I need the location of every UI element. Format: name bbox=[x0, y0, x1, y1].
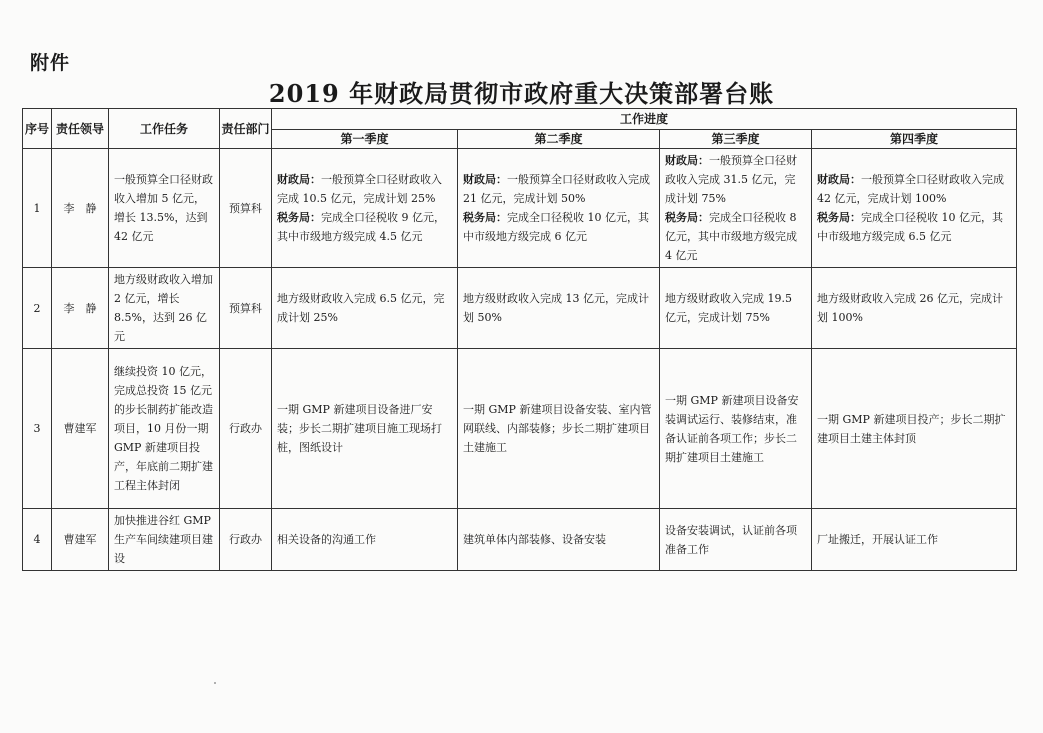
org-label: 税务局： bbox=[817, 211, 861, 224]
ledger-table bbox=[22, 108, 1017, 571]
row-q1: 相关设备的沟通工作 bbox=[272, 509, 458, 571]
row-q2: 地方级财政收入完成 13 亿元，完成计划 50% bbox=[458, 268, 660, 349]
header-q2: 第二季度 bbox=[458, 130, 660, 149]
progress-text: 一般预算全口径财政收入完成 42 亿元，完成计划 100% bbox=[817, 173, 1004, 205]
row-task: 继续投资 10 亿元，完成总投资 15 亿元的步长制药扩能改造项目，10 月份一期 GMP 新建项目投产，年底前二期扩建工程主体封闭 bbox=[109, 349, 220, 509]
progress-text: 完成全口径税收 9 亿元，其中市级地方级完成 4.5 亿元 bbox=[277, 211, 445, 243]
org-label: 财政局： bbox=[463, 173, 507, 186]
row-q2: 一期 GMP 新建项目设备安装、室内管网联线、内部装修；步长二期扩建项目土建施工 bbox=[458, 349, 660, 509]
attachment-label: 附件 bbox=[30, 52, 71, 74]
org-label: 财政局： bbox=[665, 154, 709, 167]
progress-text: 完成全口径税收 10 亿元，其中市级地方级完成 6 亿元 bbox=[463, 211, 649, 243]
page-title: 2019 年财政局贯彻市政府重大决策部署台账 bbox=[268, 79, 775, 108]
row-q2: 建筑单体内部装修、设备安装 bbox=[458, 509, 660, 571]
header-task: 工作任务 bbox=[109, 109, 220, 149]
row-q1: 一期 GMP 新建项目设备进厂安装；步长二期扩建项目施工现场打桩，图纸设计 bbox=[272, 349, 458, 509]
row-q1 bbox=[272, 149, 458, 268]
org-label: 税务局： bbox=[277, 211, 321, 224]
header-progress: 工作进度 bbox=[272, 109, 1017, 130]
org-label: 税务局： bbox=[665, 211, 709, 224]
row-q3: 地方级财政收入完成 19.5 亿元，完成计划 75% bbox=[660, 268, 812, 349]
org-label: 税务局： bbox=[463, 211, 507, 224]
table-row bbox=[23, 149, 1017, 268]
header-leader: 责任领导 bbox=[52, 109, 109, 149]
row-seq: 2 bbox=[23, 268, 52, 349]
table-row bbox=[23, 268, 1017, 349]
row-leader: 曹建军 bbox=[52, 509, 109, 571]
row-dept: 预算科 bbox=[220, 268, 272, 349]
table-row bbox=[23, 349, 1017, 509]
scan-speck bbox=[214, 682, 216, 684]
row-dept: 行政办 bbox=[220, 509, 272, 571]
row-q2 bbox=[458, 149, 660, 268]
header-q1: 第一季度 bbox=[272, 130, 458, 149]
row-leader: 曹建军 bbox=[52, 349, 109, 509]
row-task: 加快推进谷红 GMP 生产车间续建项目建设 bbox=[109, 509, 220, 571]
row-task: 一般预算全口径财政收入增加 5 亿元，增长 13.5%，达到 42 亿元 bbox=[109, 149, 220, 268]
row-q1: 地方级财政收入完成 6.5 亿元，完成计划 25% bbox=[272, 268, 458, 349]
row-q3 bbox=[660, 149, 812, 268]
progress-text: 完成全口径税收 8 亿元，其中市级地方级完成 4 亿元 bbox=[665, 211, 797, 262]
row-dept: 预算科 bbox=[220, 149, 272, 268]
row-q3: 设备安装调试，认证前各项准备工作 bbox=[660, 509, 812, 571]
row-seq: 1 bbox=[23, 149, 52, 268]
row-leader: 李 静 bbox=[52, 268, 109, 349]
header-dept: 责任部门 bbox=[220, 109, 272, 149]
header-row bbox=[23, 109, 1017, 130]
row-q4 bbox=[812, 149, 1017, 268]
org-label: 财政局： bbox=[817, 173, 861, 186]
row-task: 地方级财政收入增加 2 亿元，增长 8.5%，达到 26 亿元 bbox=[109, 268, 220, 349]
row-q4: 地方级财政收入完成 26 亿元，完成计划 100% bbox=[812, 268, 1017, 349]
progress-text: 一般预算全口径财政收入完成 31.5 亿元，完成计划 75% bbox=[665, 154, 797, 205]
header-q4: 第四季度 bbox=[812, 130, 1017, 149]
row-leader: 李 静 bbox=[52, 149, 109, 268]
row-seq: 3 bbox=[23, 349, 52, 509]
progress-text: 一般预算全口径财政收入完成 21 亿元，完成计划 50% bbox=[463, 173, 650, 205]
org-label: 财政局： bbox=[277, 173, 321, 186]
row-seq: 4 bbox=[23, 509, 52, 571]
row-q4: 厂址搬迁，开展认证工作 bbox=[812, 509, 1017, 571]
row-q3: 一期 GMP 新建项目设备安装调试运行、装修结束，准备认证前各项工作；步长二期扩建项目土建施工 bbox=[660, 349, 812, 509]
row-q4: 一期 GMP 新建项目投产；步长二期扩建项目土建主体封顶 bbox=[812, 349, 1017, 509]
table-row bbox=[23, 509, 1017, 571]
header-q3: 第三季度 bbox=[660, 130, 812, 149]
row-dept: 行政办 bbox=[220, 349, 272, 509]
progress-text: 一般预算全口径财政收入完成 10.5 亿元，完成计划 25% bbox=[277, 173, 442, 205]
header-seq: 序号 bbox=[23, 109, 52, 149]
progress-text: 完成全口径税收 10 亿元，其中市级地方级完成 6.5 亿元 bbox=[817, 211, 1003, 243]
